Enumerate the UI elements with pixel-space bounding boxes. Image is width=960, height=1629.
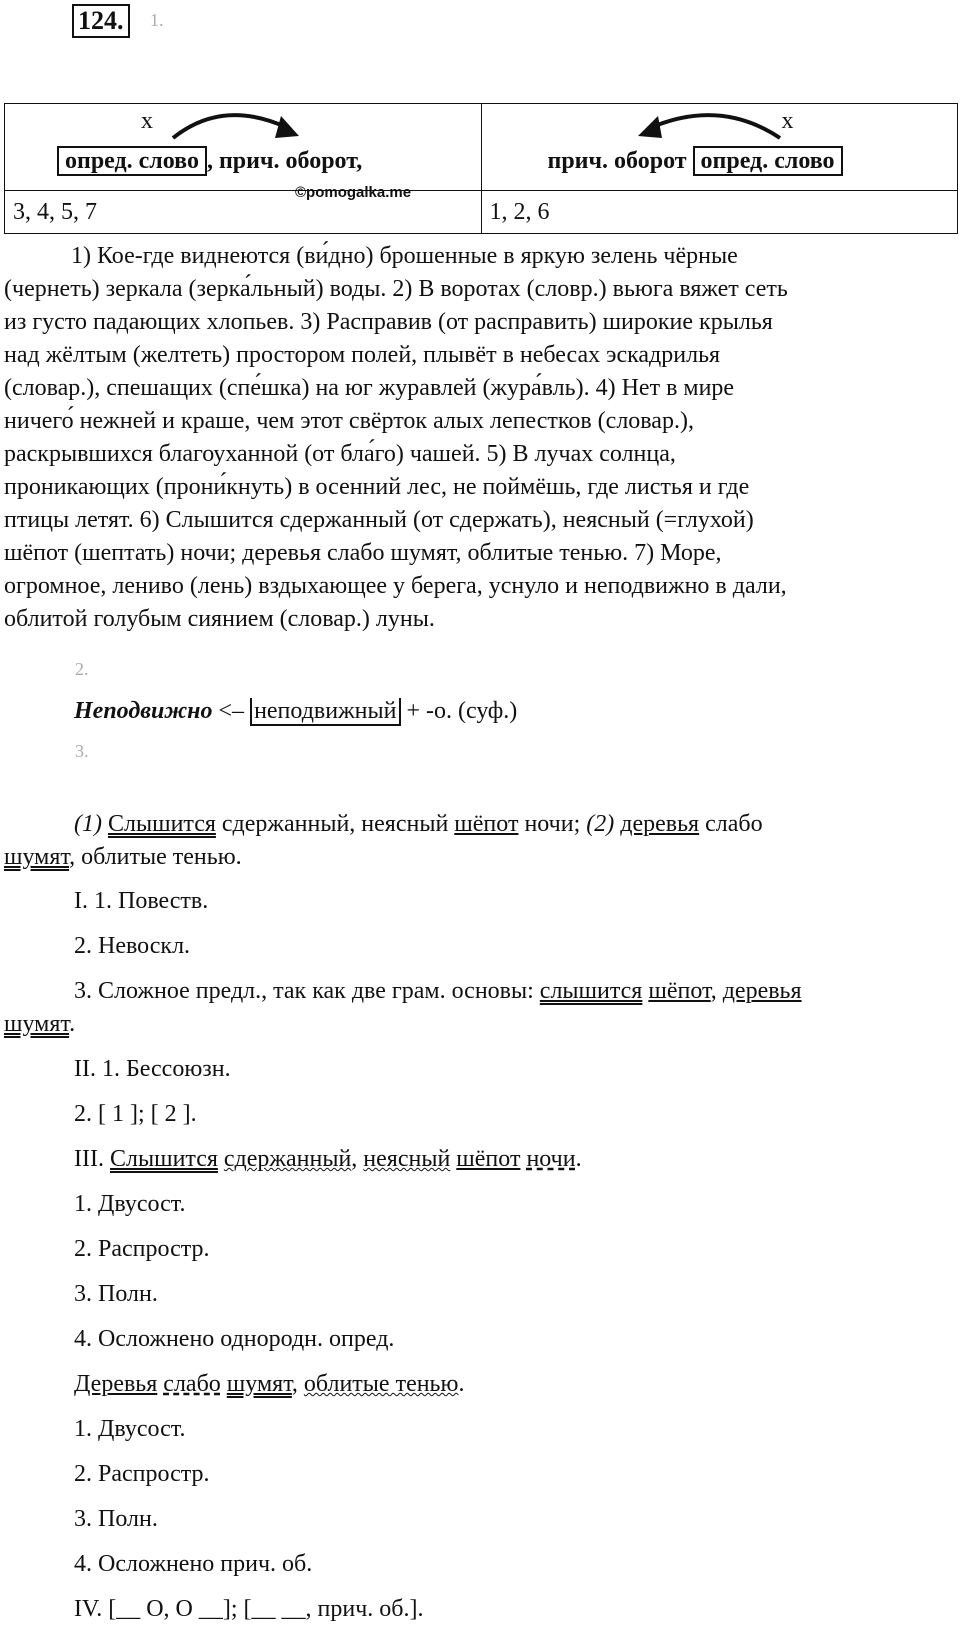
text-line: птицы летят. 6) Слышится сдержанный (от сдержать), неясный (=глухой)	[4, 507, 754, 533]
plain-words: , облитые тенью.	[69, 844, 242, 870]
morph-arrow: <–	[218, 698, 245, 724]
text-line: из густо падающих хлопьев. 3) Расправив (от расправить) широкие крылья	[4, 309, 773, 335]
analysis-line: 4. Осложнено однородн. опред.	[74, 1326, 395, 1352]
arrow-left-icon	[620, 108, 790, 148]
text-line: раскрывшихся благоуханной (от бла́го) чашей. 5) В лучах солнца,	[4, 441, 676, 467]
scheme-table	[4, 103, 958, 234]
text-line: (чернеть) зеркала (зерка́льный) воды. 2) В воротах (словр.) вьюга вяжет сеть	[4, 276, 788, 302]
analysis-line: 1. Двусост.	[74, 1191, 186, 1217]
subject: шёпот	[456, 1146, 521, 1172]
sub-number-2: 2.	[75, 659, 89, 679]
predicate: шумят	[226, 1371, 292, 1397]
subject: деревья	[620, 811, 700, 837]
attribute: неясный	[363, 1146, 451, 1172]
text-line: 1) Кое-где виднеются (ви́дно) брошенные в яркую зелень чёрные	[71, 243, 738, 269]
sentence-line-2	[4, 842, 242, 872]
analysis-line: IV. [__ О, О __]; [__ __, прич. об.].	[74, 1596, 424, 1622]
attribute: облитые тенью	[303, 1371, 459, 1397]
subject: деревья	[722, 978, 802, 1004]
analysis-line: 3. Полн.	[74, 1281, 158, 1307]
scheme-right-x: x	[781, 108, 794, 134]
morph-suffix: + -о. (суф.)	[406, 698, 518, 724]
text-line: шёпот (шептать) ночи; деревья слабо шумят, облитые тенью. 7) Море,	[4, 540, 722, 566]
subject: Деревья	[74, 1371, 158, 1397]
analysis-line: 3. Полн.	[74, 1506, 158, 1532]
scheme-left-rest: , прич. оборот,	[206, 148, 363, 174]
exercise-number: 124.	[72, 4, 130, 38]
clause-number: (2)	[586, 811, 615, 837]
text-line: огромное, лениво (лень) вздыхающее у берега, уснуло и неподвижно в дали,	[4, 573, 787, 599]
text-line: ничего́ нежней и краше, чем этот свёрток алых лепестков (словар.),	[4, 408, 694, 434]
predicate: шумят	[4, 1011, 70, 1037]
scheme-left-cell	[5, 104, 482, 201]
text-line: проникающих (прони́кнуть) в осенний лес, не поймёшь, где листья и где	[4, 474, 750, 500]
analysis-text: 3. Сложное предл., так как две грам. основы:	[74, 978, 534, 1004]
subject: шёпот	[648, 978, 711, 1004]
predicate: Слышится	[109, 1146, 218, 1172]
predicate: шумят	[4, 844, 70, 870]
analysis-line: Деревья слабо шумят, облитые тенью.	[74, 1371, 465, 1397]
analysis-line: III. Слышится сдержанный, неясный шёпот ночи.	[74, 1146, 582, 1172]
text-line: над жёлтым (желтеть) простором полей, плывёт в небесах эскадрилья	[4, 342, 721, 368]
watermark: ©pomogalka.me	[295, 184, 412, 201]
sub-number-1: 1.	[150, 10, 164, 30]
scheme-right-text: прич. оборот	[547, 148, 687, 174]
analysis-line: 1. Двусост.	[74, 1416, 186, 1442]
morph-line	[74, 696, 517, 726]
text-line: (словар.), спешащих (спе́шка) на юг журавлей (жура́вль). 4) Нет в мире	[4, 375, 735, 401]
analysis-line: 2. Невоскл.	[74, 933, 191, 959]
plain-words: ночи;	[524, 811, 581, 837]
morph-stem: неподвижный	[250, 698, 400, 726]
analysis-line: II. 1. Бессоюзн.	[74, 1056, 231, 1082]
adverbial: слабо	[163, 1371, 221, 1397]
predicate: Слышится	[107, 811, 216, 837]
analysis-line: 2. Распростр.	[74, 1236, 210, 1262]
plain-words: сдержанный, неясный	[221, 811, 449, 837]
scheme-left-box: опред. слово	[57, 146, 207, 176]
sentence-line-1	[74, 809, 763, 839]
scheme-right-cell	[481, 104, 958, 191]
arrow-right-icon	[163, 108, 313, 148]
subject: шёпот	[454, 811, 519, 837]
scheme-right-answer: 1, 2, 6	[481, 191, 958, 234]
text-line: облитой голубым сиянием (словар.) луны.	[4, 606, 435, 632]
analysis-line: 2. [ 1 ]; [ 2 ].	[74, 1101, 197, 1127]
object: ночи	[526, 1146, 576, 1172]
morph-word: Неподвижно	[74, 698, 213, 724]
sub-number-3: 3.	[75, 741, 89, 761]
analysis-text: III.	[74, 1146, 104, 1172]
attribute: сдержанный	[223, 1146, 352, 1172]
analysis-line: шумят.	[4, 1011, 76, 1037]
analysis-line: I. 1. Повеств.	[74, 888, 209, 914]
plain-words: слабо	[705, 811, 763, 837]
analysis-line: 4. Осложнено прич. об.	[74, 1551, 313, 1577]
scheme-right-box: опред. слово	[693, 146, 843, 176]
clause-number: (1)	[74, 811, 102, 837]
analysis-line: 2. Распростр.	[74, 1461, 210, 1487]
predicate: слышится	[539, 978, 643, 1004]
scheme-left-x: x	[141, 108, 153, 134]
analysis-line: 3. Сложное предл., так как две грам. основы: слышится шёпот, деревья	[74, 978, 802, 1004]
main-text	[4, 240, 954, 636]
scheme-left-answer: 3, 4, 5, 7	[5, 191, 482, 234]
